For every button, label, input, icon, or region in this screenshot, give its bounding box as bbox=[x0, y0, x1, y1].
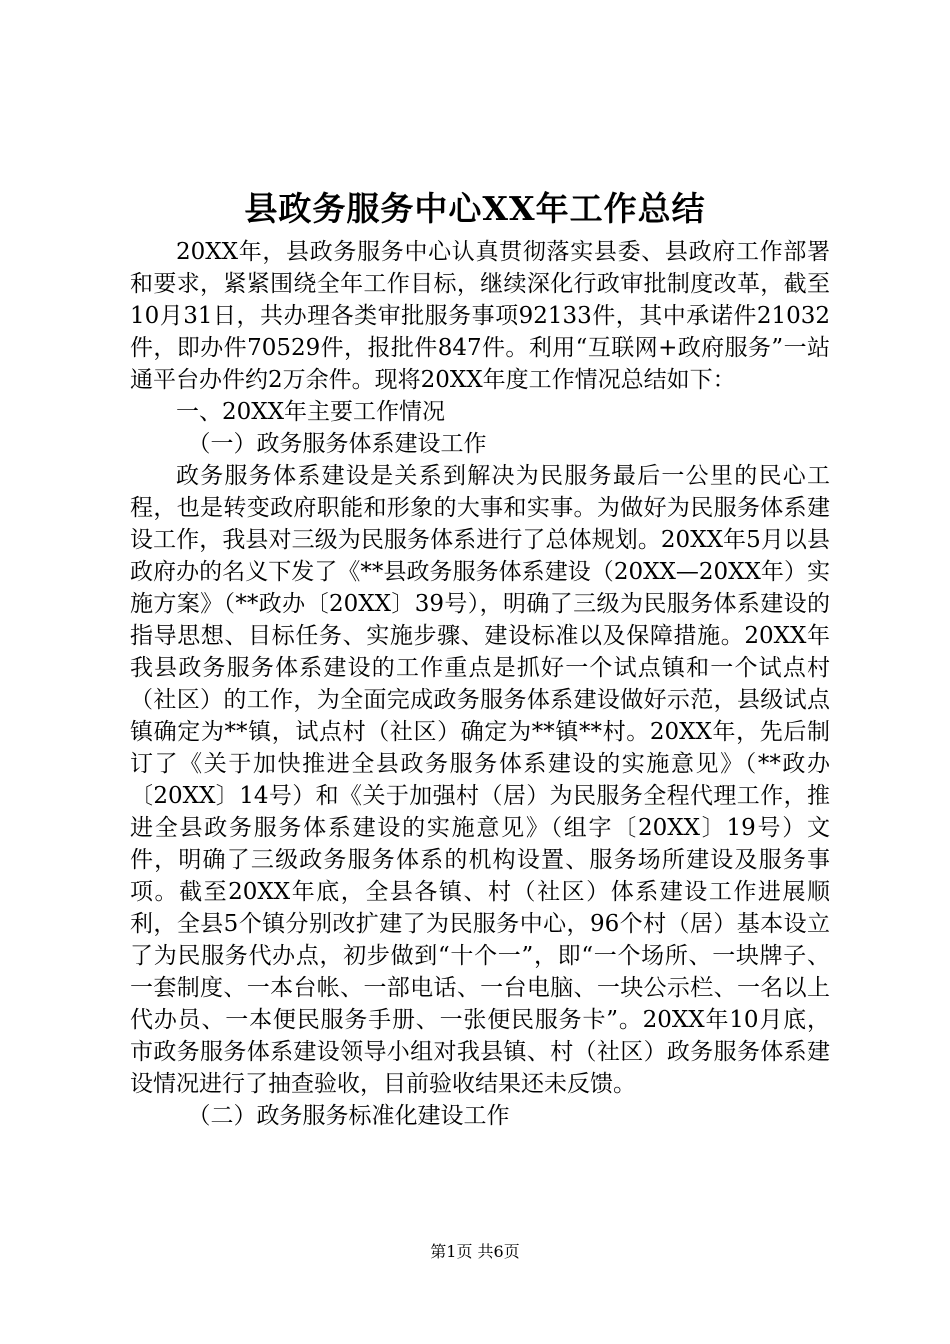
page-footer: 第1页 共6页 bbox=[430, 1242, 520, 1261]
section-heading-1: 一、20XX年主要工作情况 bbox=[176, 399, 446, 425]
body-paragraph-1: 政务服务体系建设是关系到解决为民服务最后一公里的民心工程，也是转变政府职能和形象的大事和实事。为做好为民服务体系建设工作，我县对三级为民服务体系进行了总体规划。20XX年5月以县政府办的名义下发了《**县政务服务体系建设（20XX—20XX年）实施方案》（**政办〔20XX〕39号），明确了三级为民服务体系建设的指导思想、目标任务、实施步骤、建设标准以及保障措施。20XX年我县政务服务体系建设的工作重点是抓好一个试点镇和一个试点村（社区）的工作，为全面完成政务服务体系建设做好示范，县级试点镇确定为**镇，试点村（社区）确定为**镇**村。20XX年，先后制订了《关于加快推进全县政务服务体系建设的实施意见》（**政办〔20XX〕14号）和《关于加强村（居）为民服务全程代理工作，推进全县政务服务体系建设的实施意见》（组字〔20XX〕19号）文件，明确了三级政务服务体系的机构设置、服务场所建设及服务事项。截至20XX年底，全县各镇、村（社区）体系建设工作进展顺利，全县5个镇分别改扩建了为民服务中心，96个村（居）基本设立了为民服务代办点，初步做到“十个一”，即“一个场所、一块牌子、一套制度、一本台帐、一部电话、一台电脑、一块公示栏、一名以上代办员、一本便民服务手册、一张便民服务卡”。20XX年10月底，市政务服务体系建设领导小组对我县镇、村（社区）政务服务体系建设情况进行了抽查验收，目前验收结果还未反馈。 bbox=[130, 463, 831, 1097]
document-body bbox=[130, 236, 830, 1132]
subsection-heading-2: （二）政务服务标准化建设工作 bbox=[187, 1103, 510, 1129]
document-title: 县政务服务中心XX年工作总结 bbox=[244, 189, 706, 228]
subsection-heading-1: （一）政务服务体系建设工作 bbox=[187, 431, 487, 457]
intro-paragraph: 20XX年，县政务服务中心认真贯彻落实县委、县政府工作部署和要求，紧紧围绕全年工作目标，继续深化行政审批制度改革，截至10月31日，共办理各类审批服务事项92133件，其中承诺件21032件，即办件70529件，报批件847件。利用“互联网+政府服务”一站通平台办件约2万余件。现将20XX年度工作情况总结如下： bbox=[130, 239, 830, 393]
